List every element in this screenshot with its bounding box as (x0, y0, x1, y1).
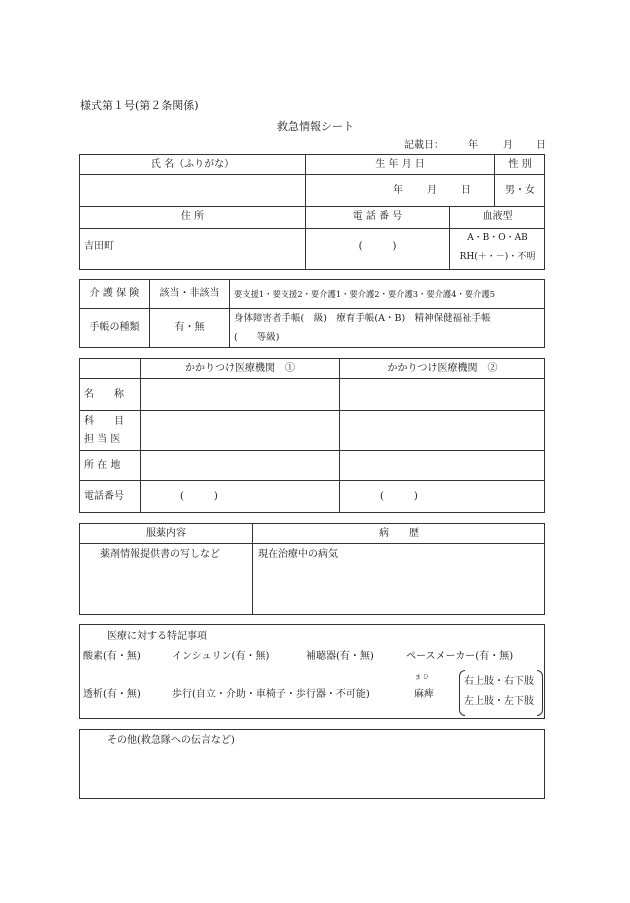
paralysis-ruby: ま ひ (415, 674, 429, 681)
walking-item: 歩行(自立・介助・車椅子・歩行器・不可能) (172, 689, 370, 700)
blood-abo: A・B・O・AB (467, 233, 528, 243)
medication-note: 薬剤情報提供書の写しなど (100, 549, 220, 560)
limbs-upper: 右上肢・右下肢 (464, 676, 534, 687)
birth-year-label: 年 (393, 185, 403, 196)
limbs-lower: 左上肢・左下肢 (464, 696, 534, 707)
medical-notes-title: 医療に対する特記事項 (107, 631, 207, 642)
blood-header: 血液型 (482, 211, 513, 222)
name-header: 氏 名（ふりがな） (150, 159, 235, 170)
clinic-location-label: 所 在 地 (84, 460, 121, 471)
clinic2-header: かかりつけ医療機関 ② (387, 363, 498, 374)
clinic1-phone: ( ) (180, 491, 218, 502)
pacemaker-item: ペースメーカー(有・無) (406, 651, 514, 662)
clinic-name-label: 名 称 (84, 389, 124, 400)
record-date-month: 月 (503, 140, 513, 151)
handbook-has: 有・無 (174, 322, 205, 333)
sex-options: 男・女 (505, 185, 535, 196)
care-levels: 要支援1・要支援2・要介護1・要介護2・要介護3・要介護4・要介護5 (234, 289, 495, 299)
handbook-label: 手帳の種類 (89, 322, 140, 333)
paralysis-item: 麻痺 (414, 689, 434, 700)
record-date-year: 年 (468, 140, 478, 151)
record-date-label: 記載日： (404, 140, 444, 151)
care-applicable: 該当・非該当 (159, 288, 220, 299)
dialysis-item: 透析(有・無) (83, 689, 141, 700)
birth-day-label: 日 (461, 185, 471, 196)
hearing-aid-item: 補聴器(有・無) (306, 651, 374, 662)
history-header: 病 歴 (379, 528, 419, 539)
history-note: 現在治療中の病気 (258, 549, 338, 560)
clinic1-header: かかりつけ医療機関 ① (185, 363, 295, 374)
record-date-day: 日 (536, 140, 546, 151)
phone-header: 電 話 番 号 (352, 211, 403, 222)
birth-header: 生 年 月 日 (375, 159, 425, 170)
medication-header: 服薬内容 (146, 528, 186, 539)
insulin-item: インシュリン(有・無) (172, 651, 270, 662)
limbs-bracket-right (537, 670, 543, 716)
address-header: 住 所 (180, 211, 205, 222)
form-number: 様式第１号(第２条関係) (80, 99, 199, 112)
clinics-table (79, 358, 545, 513)
care-insurance-label: 介 護 保 険 (89, 288, 140, 299)
handbook-types: 身体障害者手帳( 級) 療育手帳(A・B) 精神保健福祉手帳 (234, 313, 491, 324)
clinic-dept-label: 科 目 (84, 416, 124, 427)
sex-header: 性 別 (508, 159, 532, 170)
phone-value: ( ) (358, 241, 397, 252)
handbook-grade: ( 等級) (234, 332, 280, 343)
blood-rh: RH(＋・－)・不明 (459, 252, 536, 262)
clinic-doctor-label: 担 当 医 (84, 434, 121, 445)
other-title: その他(救急隊への伝言など) (107, 735, 235, 746)
page-title: 救急情報シート (277, 120, 354, 133)
clinic-phone-label: 電話番号 (84, 491, 124, 502)
birth-month-label: 月 (427, 185, 437, 196)
oxygen-item: 酸素(有・無) (83, 651, 141, 662)
clinic2-phone: ( ) (380, 491, 418, 502)
address-value: 吉田町 (84, 241, 114, 252)
